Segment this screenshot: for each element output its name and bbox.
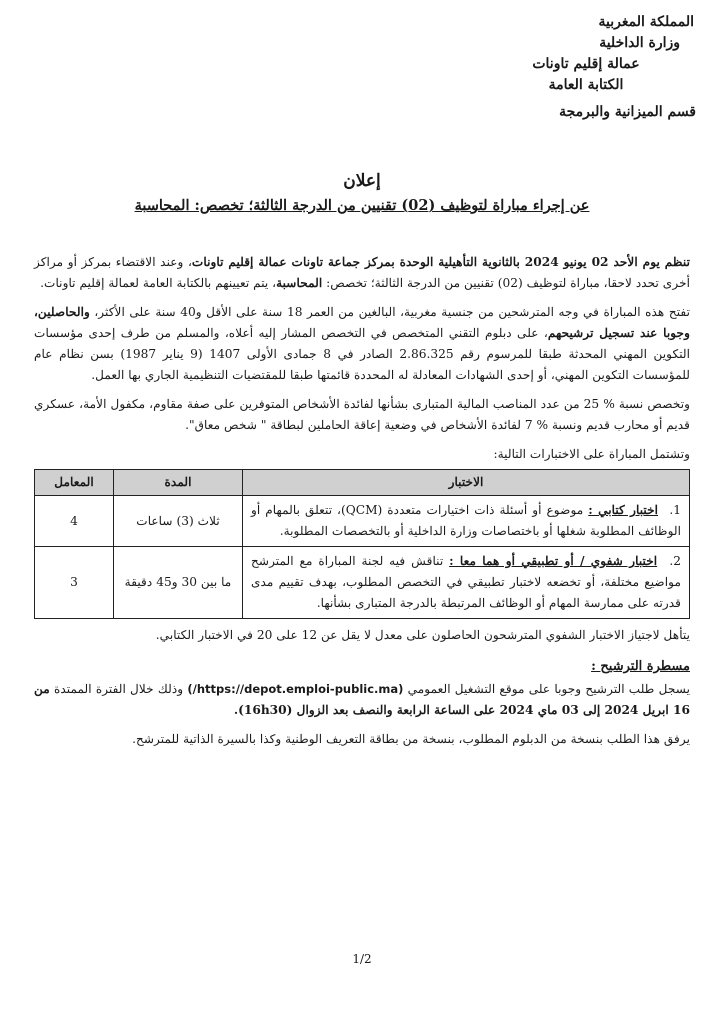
application-period: من 16 ابريل 2024 إلى 03 ماي 2024 على الساعة الرابعة والنصف بعد الزوال (16h30). xyxy=(34,682,690,717)
eligibility-condition: والحاصلين، وجوبا عند تسجيل ترشيحهم xyxy=(34,305,690,340)
test-coefficient: 3 xyxy=(35,547,114,619)
tests-intro: وتشتمل المباراة على الاختبارات التالية: xyxy=(493,447,690,461)
letterhead xyxy=(476,12,696,123)
candidacy-paragraph-2: يرفق هذا الطلب بنسخة من الدبلوم المطلوب، بنسخة من بطاقة التعريف الوطنية وكذا بالسيرة الذاتية للمترشح. xyxy=(132,732,690,746)
application-url: (https://depot.emploi-public.ma/) xyxy=(187,682,404,696)
exam-table xyxy=(34,469,690,619)
header-division: قسم الميزانية والبرمجة xyxy=(559,104,696,120)
exam-date-location: تنظم يوم الأحد 02 يونيو 2024 بالثانوية التأهيلية الوحدة بمركز جماعة تاونات عمالة إقليم تاونات xyxy=(191,255,690,269)
page-title: إعلان xyxy=(343,171,381,191)
header-duration: المدة xyxy=(114,470,243,496)
quota-paragraph: وتخصص نسبة % 25 من عدد المناصب المالية المتبارى بشأنها لفائدة الأشخاص المتوفرين على صفة مقاوم، مكفول الأمة، عسكري قديم أو محارب قديم ونسبة % 7 لفائدة الأشخاص في وضعية إعاقة الحاملين لبطاقة " شخص معاق". xyxy=(34,397,690,432)
intro-paragraph-2: تفتح هذه المباراة في وجه المترشحين من جنسية مغربية، البالغين من العمر 18 سنة على الأقل و40 سنة على الأكثر، والحاصلين، وجوبا عند تسجيل ترشيحهم، على دبلوم التقني المتخصص في التخصص المشار إليه أعلاه، والمسلم من طرف إحدى مؤسسات التكوين المهني المحدثة طبقا للمرسوم رقم 2.86.325 الصادر في 8 جمادى الأولى 1407 (9 يناير 1987) بسن نظام عام للمؤسسات التكوين المهني، أو إحدى الشهادات المعادلة له المحددة قائمتها طبقا للمقتضيات التنظيمية الجاري بها العمل. xyxy=(34,305,690,382)
header-secretariat: الكتابة العامة xyxy=(548,77,624,93)
page-number: 1/2 xyxy=(352,952,372,966)
table-header-row xyxy=(35,470,690,496)
header-prefecture: عمالة إقليم تاونات xyxy=(532,56,640,72)
test-coefficient: 4 xyxy=(35,496,114,547)
intro-paragraph-1: تنظم يوم الأحد 02 يونيو 2024 بالثانوية التأهيلية الوحدة بمركز جماعة تاونات عمالة إقليم تاونات، وعند الاقتضاء بمركز أو مراكز أخرى تحدد لاحقا، مباراة لتوظيف (02) تقنيين من الدرجة الثالثة؛ تخصص: المحاسبة، يتم تعيينهم بالكتابة العامة لعمالة إقليم تاونات. xyxy=(34,255,690,290)
candidacy-title: مسطرة الترشيح : xyxy=(591,659,690,674)
announcement-body xyxy=(34,252,690,758)
test-description: 2. اختبار شفوي / أو تطبيقي أو هما معا : تناقش فيه لجنة المباراة مع المترشح مواضيع مختلفة، أو تخضعه لاختبار تطبيقي في التخصص المطلوب، بهدف تقييم مدى قدرته على ممارسة المهام أو الوظائف المرتبطة بالدرجة المتبارى بشأنها. xyxy=(243,547,690,619)
test-duration: ثلاث (3) ساعات xyxy=(114,496,243,547)
test-description: 1. اختبار كتابي : موضوع أو أسئلة ذات اختيارات متعددة (QCM)، تتعلق بالمهام أو الوظائف المطلوبة شغلها أو باختصاصات وزارة الداخلية أو بالتخصصات المطلوبة. xyxy=(243,496,690,547)
header-coef: المعامل xyxy=(35,470,114,496)
page-subtitle: عن إجراء مباراة لتوظيف (02) تقنيين من الدرجة الثالثة؛ تخصص: المحاسبة xyxy=(134,197,590,214)
table-row xyxy=(35,547,690,619)
announcement-title-block xyxy=(30,168,694,218)
header-ministry: وزارة الداخلية xyxy=(599,35,680,51)
candidacy-paragraph-1: يسجل طلب الترشيح وجوبا على موقع التشغيل العمومي (https://depot.emploi-public.ma/) وذلك خلال الفترة الممتدة من 16 ابريل 2024 إلى 03 ماي 2024 على الساعة الرابعة والنصف بعد الزوال (16h30). xyxy=(34,682,691,717)
header-test: الاختبار xyxy=(243,470,690,496)
qualification-note: يتأهل لاجتياز الاختبار الشفوي المترشحون الحاصلون على معدل لا يقل عن 12 على 20 في الاختبار الكتابي. xyxy=(155,628,690,642)
table-row xyxy=(35,496,690,547)
header-kingdom: المملكة المغربية xyxy=(598,14,694,30)
test-duration: ما بين 30 و45 دقيقة xyxy=(114,547,243,619)
specialty: المحاسبة xyxy=(276,276,323,290)
